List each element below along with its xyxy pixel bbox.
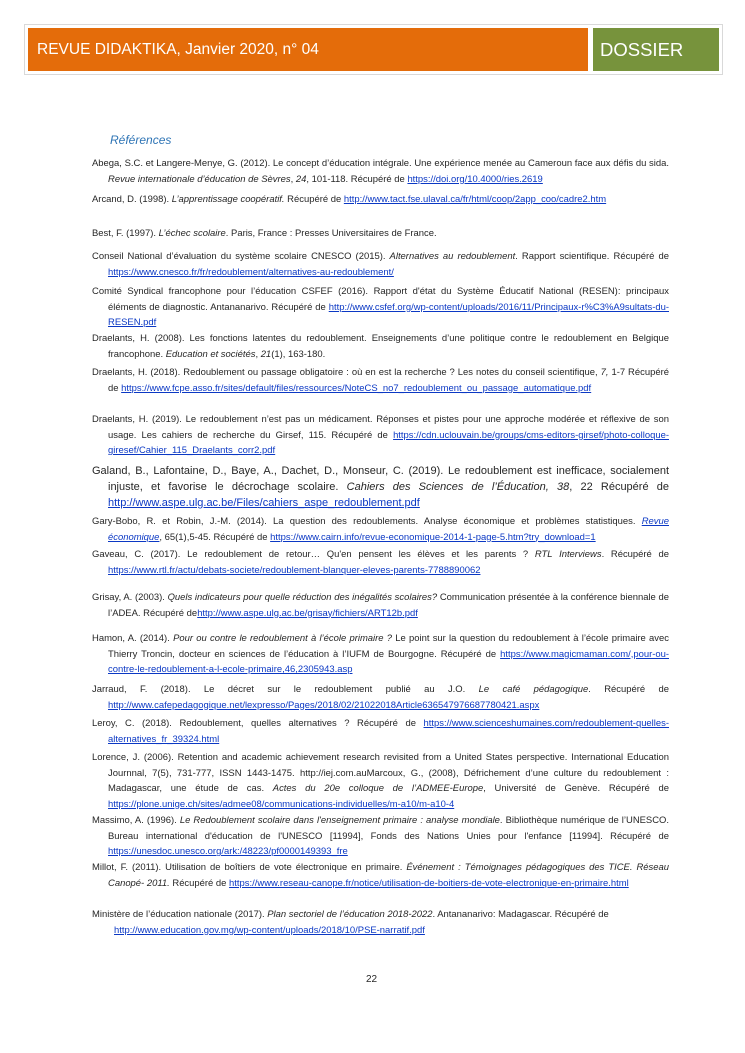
page-header bbox=[24, 24, 723, 75]
reference-item bbox=[92, 750, 669, 812]
reference-italic: 7, bbox=[600, 367, 609, 378]
reference-text: Récupéré de bbox=[284, 194, 344, 205]
reference-text: Récupéré de bbox=[169, 877, 230, 889]
reference-text: , 65(1),5-45. Récupéré de bbox=[159, 531, 271, 543]
reference-text: Ministère de l’éducation nationale (2017). bbox=[92, 909, 268, 920]
reference-link[interactable]: https://doi.org/10.4000/ries.2619 bbox=[407, 173, 543, 185]
reference-link[interactable]: https://cdn.uclouvain.be/groups/cms-editors-girsef/photo-colloque-giresef/Cahier_115_Draelants_corr2.pdf bbox=[108, 429, 669, 457]
reference-italic: Education et sociétés bbox=[165, 348, 256, 360]
reference-item bbox=[92, 331, 669, 362]
reference-link[interactable]: http://www.aspe.ulg.ac.be/grisay/fichiers/ART12b.pdf bbox=[197, 607, 418, 619]
reference-link[interactable]: Revue économique bbox=[108, 516, 669, 543]
reference-text: Draelants, H. (2018). Redoublement ou passage obligatoire : où en est la recherche ? Les notes du conseil scientifique, bbox=[92, 367, 601, 378]
reference-item bbox=[92, 156, 669, 187]
reference-text: , bbox=[290, 173, 296, 185]
reference-text: . Récupéré de bbox=[601, 549, 670, 560]
reference-text: Massimo, A. (1996). bbox=[92, 815, 180, 826]
reference-item bbox=[92, 365, 669, 396]
reference-text: Comité Syndical francophone pour l’éducation CSFEF (2016). Rapport d'état du Système Éducatif National (RESEN): principaux éléments de diagnostic. Antananarivo. Récupéré de bbox=[92, 286, 669, 313]
reference-link[interactable]: http://www.cafepedagogique.net/lexpresso/Pages/2018/02/21022018Article636547976687780421.aspx bbox=[108, 699, 540, 711]
reference-text: , 101-118. Récupéré de bbox=[306, 173, 408, 185]
reference-italic: RTL Interviews bbox=[534, 549, 602, 560]
reference-text: Conseil National d’évaluation du système scolaire CNESCO (2015). bbox=[92, 251, 390, 262]
reference-text: , Université de Genève. Récupéré de bbox=[483, 783, 669, 795]
section-label: DOSSIER bbox=[592, 27, 720, 72]
reference-italic: Quels indicateurs pour quelle réduction des inégalités scolaires? bbox=[167, 592, 438, 603]
reference-link[interactable]: https://plone.unige.ch/sites/admee08/communications-individuelles/m-a10/m-a10-4 bbox=[108, 798, 455, 810]
reference-link[interactable]: http://www.aspe.ulg.ac.be/Files/cahiers_aspe_redoublement.pdf bbox=[108, 497, 420, 509]
reference-item bbox=[92, 590, 669, 621]
reference-italic: Pour ou contre le redoublement à l’école primaire ? bbox=[173, 633, 393, 644]
reference-item bbox=[92, 463, 669, 511]
reference-text: , bbox=[255, 348, 261, 360]
reference-italic: Cahiers des Sciences de l’Éducation, 38 bbox=[346, 481, 570, 493]
reference-text: . Paris, France : Presses Universitaires de France. bbox=[225, 228, 437, 239]
reference-link[interactable]: http://www.csfef.org/wp-content/uploads/2016/11/Principaux-r%C3%A9sultats-du-RESEN.pdf bbox=[108, 301, 669, 329]
reference-item bbox=[92, 284, 669, 331]
reference-italic: Plan sectoriel de l’éducation 2018-2022 bbox=[267, 909, 433, 920]
reference-text: (1), 163-180. bbox=[271, 348, 326, 360]
reference-text: Best, F. (1997). bbox=[92, 228, 159, 239]
journal-title: REVUE DIDAKTIKA, Janvier 2020, n° 04 bbox=[27, 27, 589, 72]
reference-item bbox=[92, 547, 669, 578]
reference-text: . Rapport scientifique. Récupéré de bbox=[515, 251, 670, 262]
reference-text: Draelants, H. (2008). Les fonctions latentes du redoublement. Enseignements d’une politique contre le redoublement en Belgique francophone. bbox=[92, 333, 669, 360]
reference-italic: L’apprentissage coopératif. bbox=[171, 194, 285, 205]
reference-item bbox=[92, 192, 669, 208]
reference-text: Hamon, A. (2014). bbox=[92, 633, 174, 644]
reference-text: Jarraud, F. (2018). Le décret sur le redoublement publié au J.O. bbox=[92, 684, 479, 695]
reference-text: Gary-Bobo, R. et Robin, J.-M. (2014). La question des redoublements. Analyse économique et problèmes statistiques. bbox=[92, 516, 642, 527]
reference-italic: Actes du 20e colloque de l’ADMEE-Europe bbox=[272, 783, 484, 795]
reference-link[interactable]: https://www.fcpe.asso.fr/sites/default/files/ressources/NoteCS_no7_redoublement_ou_passage_automatique.pdf bbox=[121, 382, 592, 394]
reference-item bbox=[92, 514, 669, 545]
reference-item bbox=[92, 226, 669, 242]
reference-text: Abega, S.C. et Langere-Menye, G. (2012). Le concept d’éducation intégrale. Une expérience menée au Cameroun face aux défis du sida. bbox=[92, 158, 669, 169]
references-heading: Références bbox=[110, 133, 172, 147]
reference-link[interactable]: https://unesdoc.unesco.org/ark:/48223/pf0000149393_fre bbox=[108, 846, 348, 858]
reference-line bbox=[92, 923, 653, 939]
reference-line bbox=[92, 907, 640, 923]
reference-text: Le point sur la question du redoublement à l’école primaire avec Thierry Troncin, docteur en sciences de l’éducation à l’IUFM de Bourgogne. Récupéré de bbox=[108, 633, 669, 660]
reference-item bbox=[92, 860, 669, 891]
reference-link[interactable]: http://www.education.gov.mg/wp-content/uploads/2018/10/PSE-narratif.pdf bbox=[114, 924, 425, 936]
reference-link[interactable]: https://www.cairn.info/revue-economique-2014-1-page-5.htm?try_download=1 bbox=[270, 531, 596, 543]
reference-text: Gaveau, C. (2017). Le redoublement de retour… Qu'en pensent les élèves et les parents ? bbox=[92, 549, 535, 560]
reference-item bbox=[92, 907, 653, 938]
reference-link[interactable]: https://www.magicmaman.com/,pour-ou-contre-le-redoublement-a-l-ecole-primaire,46,2305943.asp bbox=[108, 648, 669, 676]
reference-link[interactable]: http://www.tact.fse.ulaval.ca/fr/html/coop/2app_coo/cadre2.htm bbox=[343, 194, 607, 205]
reference-text: . Récupéré de bbox=[588, 684, 669, 695]
header-inner bbox=[27, 27, 720, 72]
reference-text: Leroy, C. (2018). Redoublement, quelles alternatives ? Récupéré de bbox=[92, 718, 424, 729]
reference-item bbox=[92, 716, 669, 747]
reference-text: Communication présentée à la conférence biennale de l’ADEA. Récupéré de bbox=[108, 592, 669, 619]
reference-italic: L’échec scolaire bbox=[158, 228, 226, 239]
reference-text: Arcand, D. (1998). bbox=[92, 194, 172, 205]
reference-link[interactable]: https://www.cnesco.fr/fr/redoublement/alternatives-au-redoublement/ bbox=[108, 266, 394, 278]
reference-text: Lorence, J. (2006). Retention and academic achievement research revisited from a United States perspective. International Education Journnal, 7(5), 731-777, ISSN 1443-1475. http://iej.com.auMarcoux, G., (2008), Défrichement d’une culture du redoublement : Madagascar, une étude de cas. bbox=[92, 752, 669, 795]
reference-text: 1-7 Récupéré de bbox=[108, 367, 669, 394]
reference-text: . Antananarivo: Madagascar. Récupéré de bbox=[432, 909, 609, 920]
reference-text: Draelants, H. (2019). Le redoublement n’est pas un médicament. Réponses et pistes pour une approche modérée et réflexive de son usage. Les cahiers de recherche du Girsef, 115. Récupéré de bbox=[92, 414, 669, 441]
reference-item bbox=[92, 813, 669, 860]
reference-item bbox=[92, 412, 669, 459]
reference-item bbox=[92, 682, 669, 713]
reference-text: . Bibliothèque numérique de l’UNESCO. Bureau international d'éducation de l'UNESCO [11994], Fonds des Nations Unies pour l'enfance [11994]. Récupéré de bbox=[108, 815, 670, 842]
reference-link[interactable]: https://www.scienceshumaines.com/redoublement-quelles-alternatives_fr_39324.html bbox=[108, 718, 669, 745]
reference-text: Galand, B., Lafontaine, D., Baye, A., Dachet, D., Monseur, C. (2019). Le redoublement est inefficace, socialement injuste, et favorise le décrochage scolaire. bbox=[92, 465, 669, 493]
reference-text: Millot, F. (2011). Utilisation de boîtiers de vote électronique en primaire. bbox=[92, 862, 407, 873]
reference-link[interactable]: https://www.rtl.fr/actu/debats-societe/redoublement-blanquer-eleves-parents-7788890062 bbox=[108, 564, 481, 576]
reference-italic: 21 bbox=[260, 348, 272, 360]
reference-item bbox=[92, 249, 669, 280]
reference-text: , 22 Récupéré de bbox=[569, 481, 669, 493]
reference-italic: Alternatives au redoublement bbox=[389, 251, 516, 262]
reference-italic: Événement : Témoignages pédagogiques des TICE. Réseau Canopé- 2011. bbox=[108, 862, 669, 889]
reference-italic: 24 bbox=[295, 173, 307, 185]
reference-italic: Le Redoublement scolaire dans l'enseignement primaire : analyse mondiale bbox=[179, 815, 500, 826]
reference-text: Grisay, A. (2003). bbox=[92, 592, 168, 603]
reference-italic: Revue internationale d’éducation de Sèvres bbox=[108, 173, 291, 185]
reference-link[interactable]: https://www.reseau-canope.fr/notice/utilisation-de-boitiers-de-vote-electronique-en-primaire.html bbox=[229, 877, 629, 889]
reference-italic: Le café pédagogique bbox=[478, 684, 589, 695]
reference-item bbox=[92, 631, 669, 678]
page-number: 22 bbox=[366, 974, 378, 985]
